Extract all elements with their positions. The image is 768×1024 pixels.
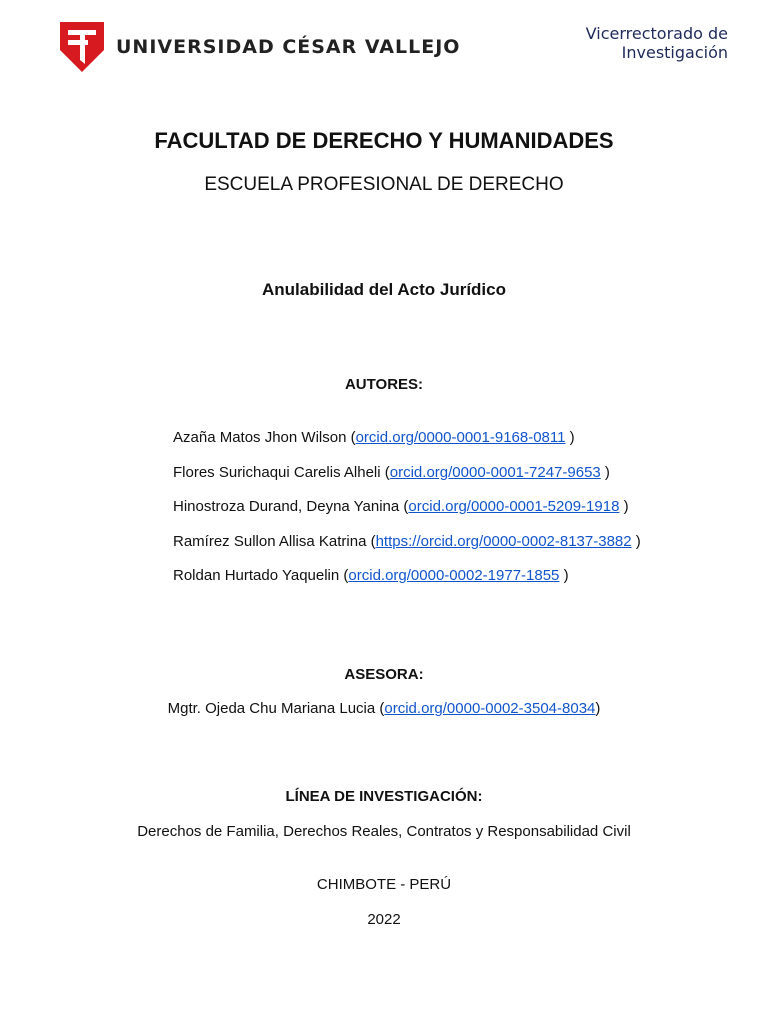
document-title: Anulabilidad del Acto Jurídico: [261, 280, 506, 299]
author-orcid-link[interactable]: https://orcid.org/0000-0002-8137-3882: [375, 532, 632, 550]
faculty-title: FACULTAD DE DERECHO Y HUMANIDADES: [154, 128, 614, 153]
school-title: ESCUELA PROFESIONAL DE DERECHO: [204, 174, 564, 195]
author-item: Ramírez Sullon Allisa Katrina (https://orcid.org/0000-0002-8137-3882 ): [173, 532, 641, 550]
university-logo: [58, 20, 460, 74]
author-orcid-link[interactable]: orcid.org/0000-0001-5209-1918: [408, 498, 620, 515]
university-name: UNIVERSIDAD CÉSAR VALLEJO: [116, 36, 461, 58]
vice-rectorate-label: Vicerrectorado de Investigación: [585, 24, 728, 62]
author-orcid-link[interactable]: orcid.org/0000-0002-1977-1855: [348, 567, 560, 584]
author-item: Azaña Matos Jhon Wilson (orcid.org/0000-0001-9168-0811 ): [173, 429, 575, 446]
authors-list: [173, 428, 641, 601]
author-item: Flores Surichaqui Carelis Alheli (orcid.org/0000-0001-7247-9653 ): [173, 463, 610, 481]
advisor-item: Mgtr. Ojeda Chu Mariana Lucia (orcid.org/0000-0002-3504-8034): [167, 700, 601, 717]
city-label: CHIMBOTE - PERÚ: [316, 876, 452, 893]
advisor-orcid-link[interactable]: orcid.org/0000-0002-3504-8034: [384, 700, 596, 717]
author-orcid-link[interactable]: orcid.org/0000-0001-9168-0811: [355, 429, 566, 446]
research-line-label: LÍNEA DE INVESTIGACIÓN:: [285, 788, 483, 805]
author-item: Roldan Hurtado Yaquelin (orcid.org/0000-0002-1977-1855 ): [173, 567, 569, 584]
authors-label: AUTORES:: [344, 376, 424, 393]
research-line: Derechos de Familia, Derechos Reales, Contratos y Responsabilidad Civil: [137, 823, 631, 840]
advisor-label: ASESORA:: [344, 666, 424, 683]
year-label: 2022: [367, 911, 401, 928]
university-shield-icon: [58, 20, 106, 74]
author-item: Hinostroza Durand, Deyna Yanina (orcid.org/0000-0001-5209-1918 ): [173, 498, 629, 515]
page-header: [0, 18, 768, 78]
author-orcid-link[interactable]: orcid.org/0000-0001-7247-9653: [389, 463, 601, 481]
